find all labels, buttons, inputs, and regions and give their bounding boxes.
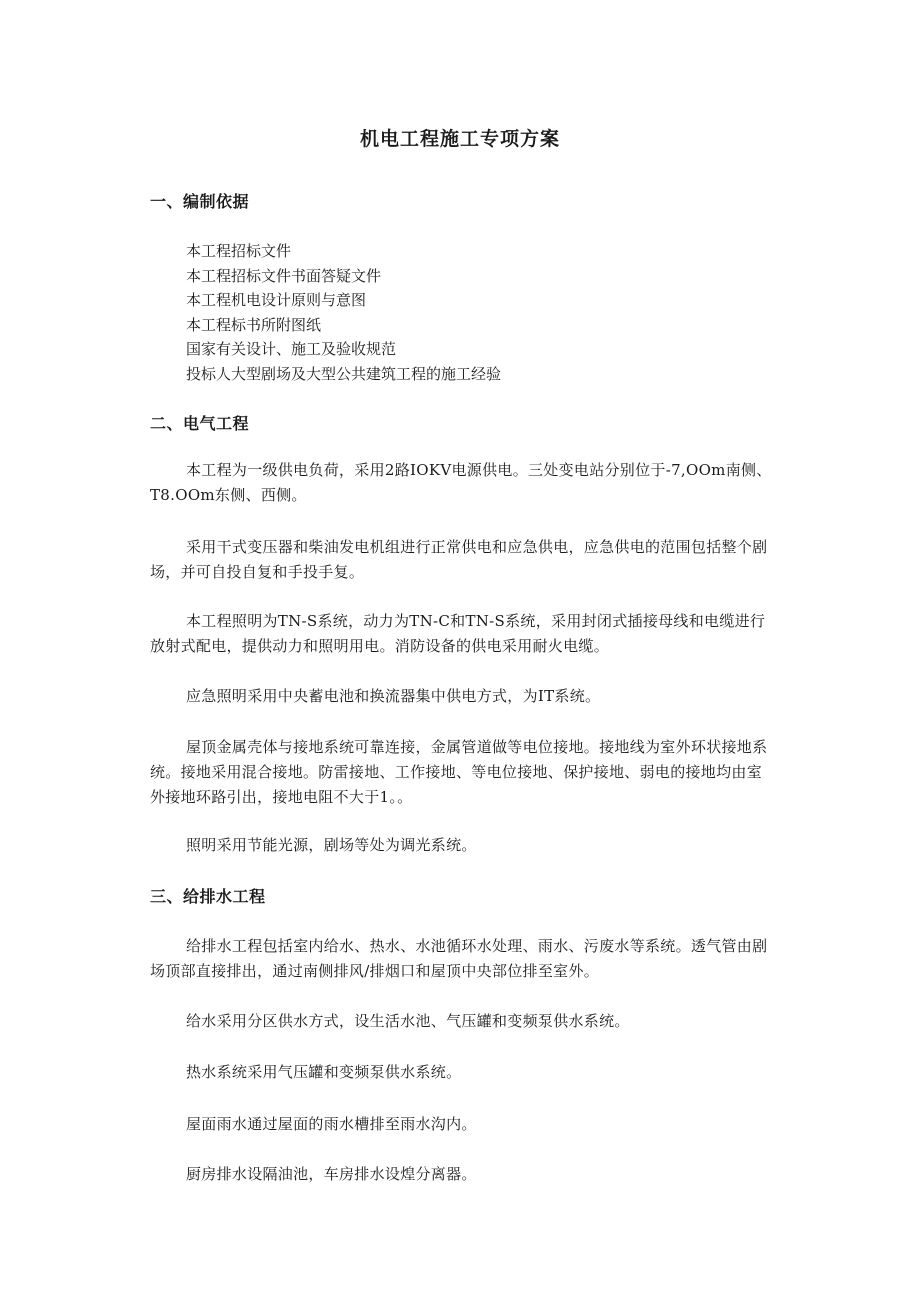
paragraph: 照明采用节能光源，剧场等处为调光系统。 xyxy=(186,836,477,854)
paragraph: 采用干式变压器和柴油发电机组进行正常供电和应急供电，应急供电的范围包括整个剧场，并可自投自复和手投手复。 xyxy=(150,538,768,581)
paragraph: 屋顶金属壳体与接地系统可靠连接，金属管道做等电位接地。接地线为室外环状接地系统。接地采用混合接地。防雷接地、工作接地、等电位接地、保护接地、弱电的接地均由室外接地环路引出，接地电阻不大于1。。 xyxy=(150,738,768,806)
section-heading-electrical: 二、电气工程 xyxy=(150,414,250,433)
paragraph: 本工程照明为TN-S系统，动力为TN-C和TN-S系统，采用封闭式插接母线和电缆进行放射式配电，提供动力和照明用电。消防设备的供电采用耐火电缆。 xyxy=(150,612,766,655)
paragraph: 给排水工程包括室内给水、热水、水池循环水处理、雨水、污废水等系统。透气管由剧场顶部直接排出，通过南侧排风/排烟口和屋顶中央部位排至室外。 xyxy=(150,937,768,980)
list-item: 本工程机电设计原则与意图 xyxy=(186,291,367,309)
list-item: 本工程招标文件 xyxy=(186,242,292,260)
paragraph: 屋面雨水通过屋面的雨水槽排至雨水沟内。 xyxy=(186,1115,477,1133)
list-item: 本工程招标文件书面答疑文件 xyxy=(186,266,382,285)
paragraph: 应急照明采用中央蓄电池和换流器集中供电方式，为IT系统。 xyxy=(186,687,601,705)
list-item: 投标人大型剧场及大型公共建筑工程的施工经验 xyxy=(186,364,502,383)
paragraph: 给水采用分区供水方式，设生活水池、气压罐和变频泵供水系统。 xyxy=(186,1012,630,1030)
basis-list xyxy=(186,239,501,386)
section-heading-plumbing: 三、给排水工程 xyxy=(150,887,266,906)
paragraph: 热水系统采用气压罐和变频泵供水系统。 xyxy=(186,1063,462,1081)
document-title: 机电工程施工专项方案 xyxy=(359,128,560,150)
section-heading-basis: 一、编制依据 xyxy=(150,192,250,211)
list-item: 本工程标书所附图纸 xyxy=(186,315,322,334)
list-item: 国家有关设计、施工及验收规范 xyxy=(186,340,397,358)
paragraph: 本工程为一级供电负荷，采用2路IOKV电源供电。三处变电站分别位于-7,OOm南侧、T8.OOm东侧、西侧。 xyxy=(150,461,772,504)
paragraph: 厨房排水设隔油池，车房排水设煌分离器。 xyxy=(186,1165,477,1183)
